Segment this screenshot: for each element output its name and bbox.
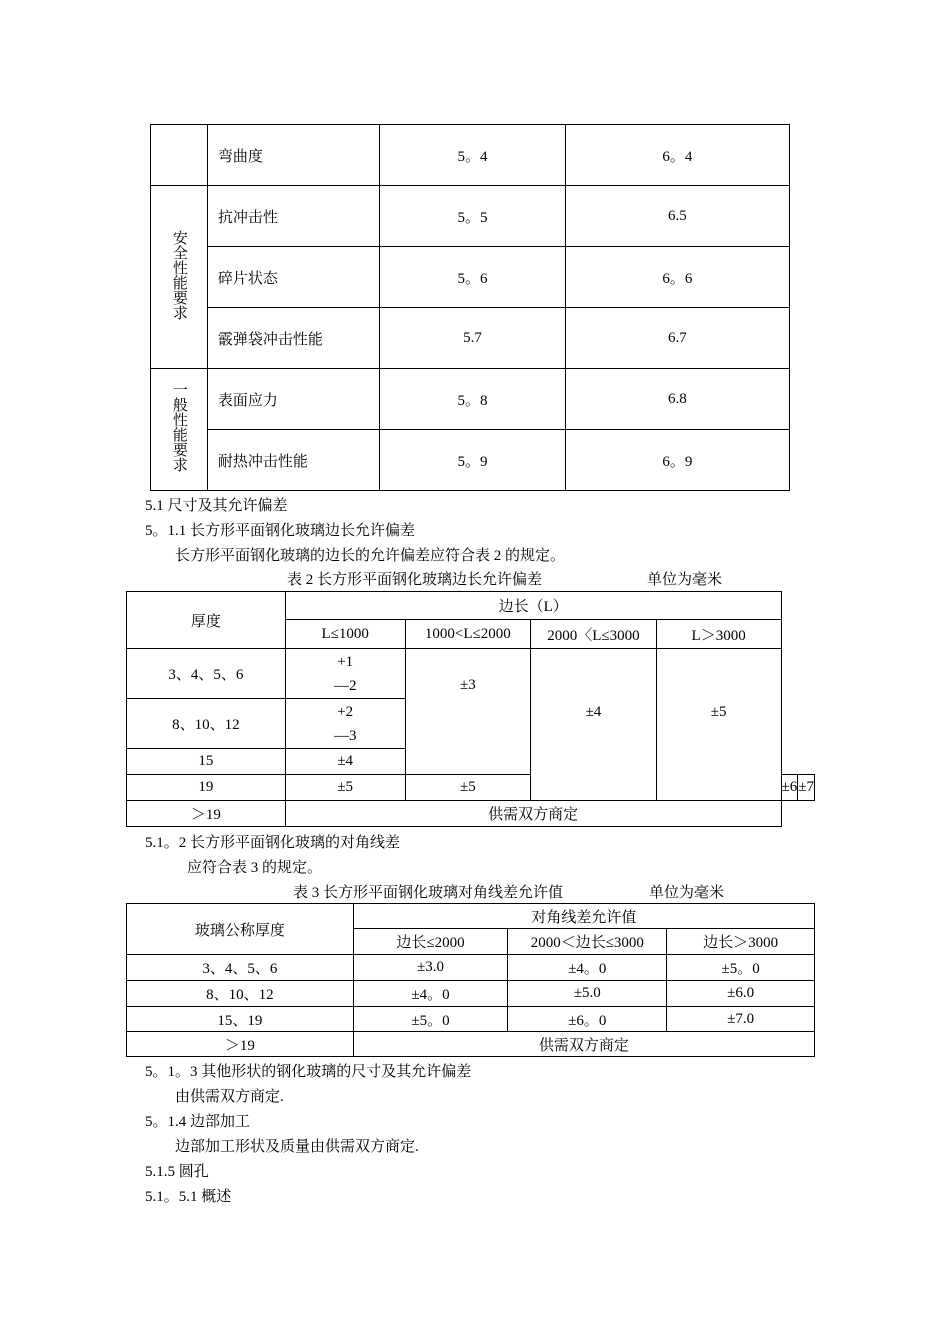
table-unit: 单位为毫米 [647,572,723,588]
header-cell: 边长（L） [285,592,781,620]
table-row [151,247,790,308]
side-tolerance-table [126,591,815,827]
paragraph: 边部加工形状及质量由供需双方商定. [175,1139,419,1155]
clause-cell: 5。5 [380,186,565,247]
table-row [127,955,815,981]
table-row [127,592,815,620]
table-row [151,430,790,491]
item-cell: 霰弹袋冲击性能 [207,308,379,369]
header-cell: 边长＞3000 [667,929,815,955]
clause-cell: 5。4 [380,125,565,186]
header-cell: 1000<L≤2000 [405,620,531,649]
thickness-cell: 3、4、5、6 [127,955,354,981]
value-cell: ±5 [405,775,531,801]
table-row [151,369,790,430]
minus-value: —3 [333,727,357,744]
table-row [151,308,790,369]
thickness-cell: 8、10、12 [127,699,286,749]
method-cell: 6。4 [565,125,789,186]
item-cell: 碎片状态 [207,247,379,308]
value-cell: ±7.0 [667,1007,815,1032]
section-heading: 5。1.4 边部加工 [145,1114,251,1130]
clause-cell: 5。6 [380,247,565,308]
minus-value: —2 [333,677,357,694]
table-row [127,649,815,699]
value-cell: ±4。0 [353,981,508,1007]
paragraph: 应符合表 3 的规定。 [187,860,323,876]
plus-value: +1 [337,653,354,670]
value-cell [405,649,531,775]
group-label: 一般性能要求 [170,382,187,472]
section-heading: 5。1。3 其他形状的钢化玻璃的尺寸及其允许偏差 [145,1064,472,1080]
value-cell: 供需双方商定 [285,801,781,827]
value-cell: 供需双方商定 [353,1032,814,1057]
section-heading: 5。1.1 长方形平面钢化玻璃边长允许偏差 [145,523,416,539]
item-cell: 弯曲度 [207,125,379,186]
merged-value: ±4 [585,704,602,720]
thickness-cell: 8、10、12 [127,981,354,1007]
requirements-table [150,124,790,491]
merged-value: ±3 [459,677,476,693]
table-row [127,801,815,827]
method-cell: 6.7 [565,308,789,369]
value-cell: ±7 [798,775,815,801]
table-row [151,125,790,186]
header-cell: L≤1000 [285,620,405,649]
table-row [127,981,815,1007]
paragraph: 长方形平面钢化玻璃的边长的允许偏差应符合表 2 的规定。 [175,548,566,564]
value-cell: ±6.0 [667,981,815,1007]
section-heading: 5.1.5 圆孔 [145,1164,209,1180]
table-row [151,186,790,247]
thickness-cell: 15、19 [127,1007,354,1032]
value-cell: ±5。0 [353,1007,508,1032]
value-cell: ±4 [285,749,405,775]
thickness-cell: 3、4、5、6 [127,649,286,699]
header-cell: 对角线差允许值 [353,904,814,929]
thickness-cell: ＞19 [127,801,286,827]
item-cell: 表面应力 [207,369,379,430]
value-cell [656,649,781,801]
section-heading: 5.1。2 长方形平面钢化玻璃的对角线差 [145,835,401,851]
plus-value: +2 [337,703,354,720]
value-cell: ±4。0 [508,955,667,981]
table-unit: 单位为毫米 [649,885,725,901]
thickness-cell: ＞19 [127,1032,354,1057]
item-cell: 抗冲击性 [207,186,379,247]
value-cell [285,649,405,699]
method-cell: 6.8 [565,369,789,430]
section-heading: 5.1。5.1 概述 [145,1189,232,1205]
clause-cell: 5。9 [380,430,565,491]
value-cell [531,649,657,801]
value-cell: ±5 [285,775,405,801]
table-row [127,1032,815,1057]
method-cell: 6.5 [565,186,789,247]
thickness-cell: 19 [127,775,286,801]
group-label: 安全性能要求 [170,229,187,320]
header-cell: 2000〈L≤3000 [531,620,657,649]
header-cell: L＞3000 [656,620,781,649]
header-cell: 厚度 [127,592,286,649]
group-cell [151,186,208,369]
value-cell: ±5。0 [667,955,815,981]
value-cell [285,699,405,749]
method-cell: 6。9 [565,430,789,491]
clause-cell: 5.7 [380,308,565,369]
header-cell: 玻璃公称厚度 [127,904,354,955]
table-row [127,1007,815,1032]
group-cell [151,369,208,491]
item-cell: 耐热冲击性能 [207,430,379,491]
value-cell: ±5.0 [508,981,667,1007]
diagonal-tolerance-table [126,903,815,1057]
paragraph: 由供需双方商定. [175,1089,284,1105]
merged-value: ±5 [710,704,727,720]
section-heading: 5.1 尺寸及其允许偏差 [145,498,288,514]
table-row [127,904,815,929]
value-cell: ±3.0 [353,955,508,981]
clause-cell: 5。8 [380,369,565,430]
table-caption: 表 2 长方形平面钢化玻璃边长允许偏差 [287,572,543,588]
thickness-cell: 15 [127,749,286,775]
table-caption: 表 3 长方形平面钢化玻璃对角线差允许值 [293,885,564,901]
value-cell: ±6 [781,775,798,801]
header-cell: 边长≤2000 [353,929,508,955]
value-cell: ±6。0 [508,1007,667,1032]
group-cell [151,125,208,186]
method-cell: 6。6 [565,247,789,308]
header-cell: 2000＜边长≤3000 [508,929,667,955]
